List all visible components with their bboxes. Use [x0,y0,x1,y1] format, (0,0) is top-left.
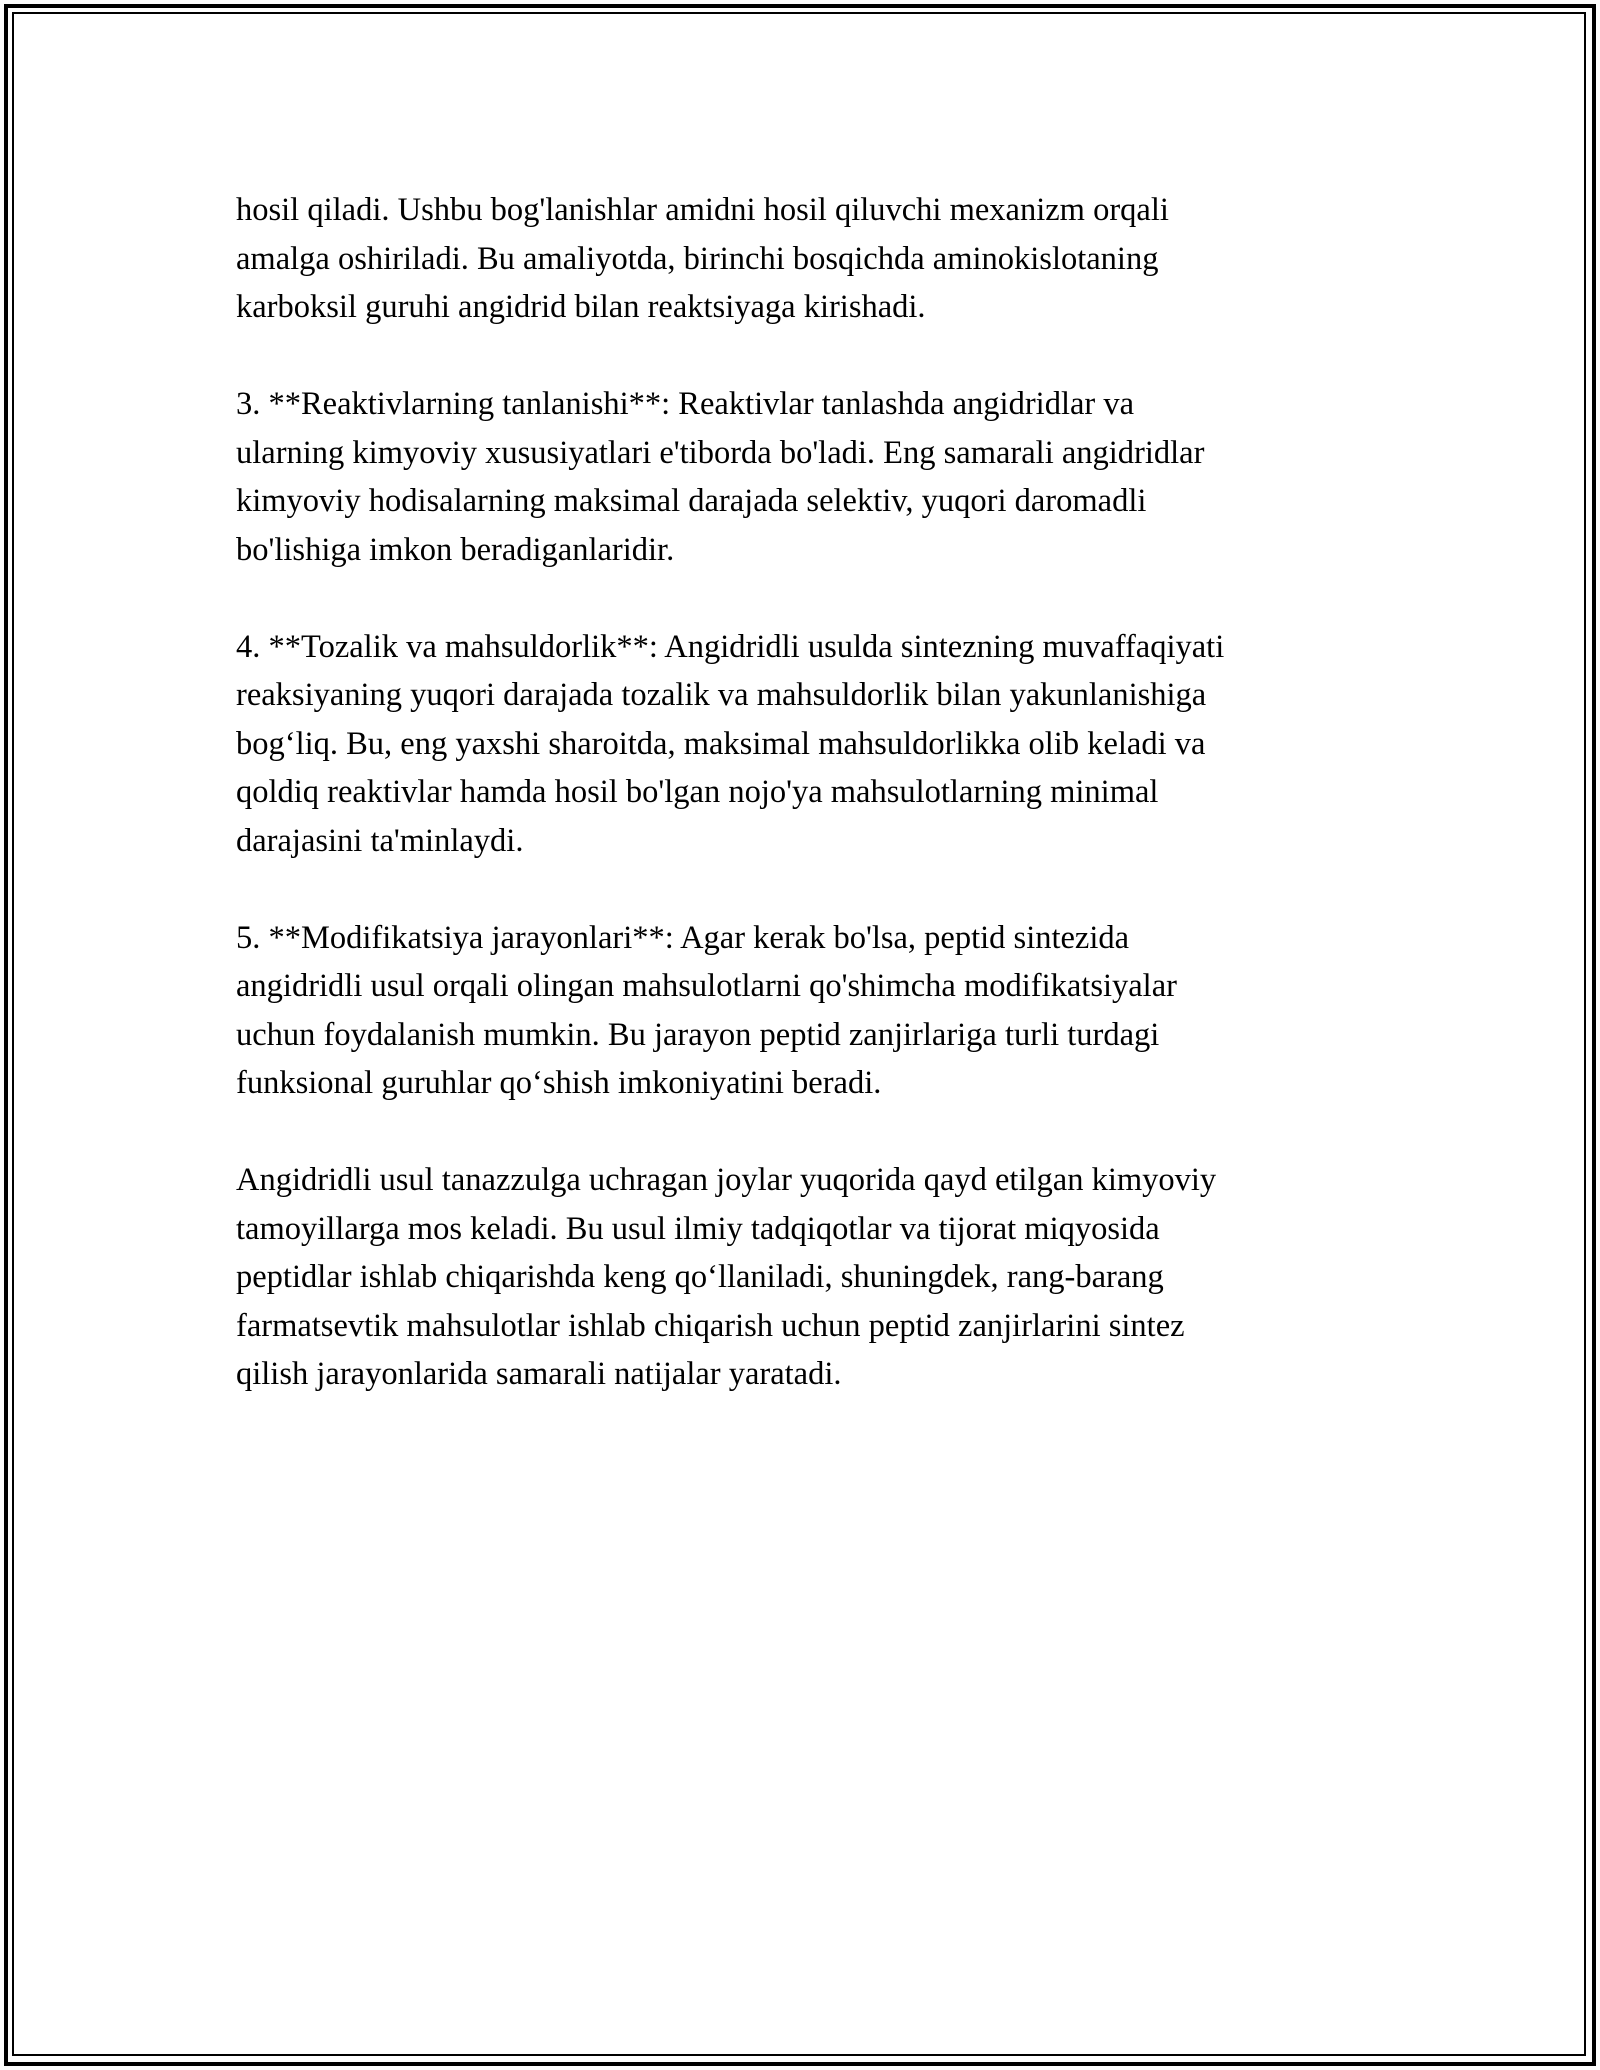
text-line: bo'lishiga imkon beradiganlaridir. [236,531,675,568]
text-line: 3. **Reaktivlarning tanlanishi**: Reaktivlar tanlashda angidridlar va [236,386,1135,422]
text-line: qoldiq reaktivlar hamda hosil bo'lgan nojo'ya mahsulotlarning minimal [236,774,1159,810]
text-line: farmatsevtik mahsulotlar ishlab chiqarish uchun peptid zanjirlarini sintez [236,1307,1185,1344]
paragraph-item-5 [236,914,1366,1108]
text-line: reaksiyaning yuqori darajada tozalik va mahsuldorlik bilan yakunlanishiga [236,677,1207,713]
document-body [236,186,1366,1447]
text-line: funksional guruhlar qo‘shish imkoniyatini beradi. [236,1065,882,1101]
text-line: karboksil guruhi angidrid bilan reaktsiyaga kirishadi. [236,289,926,325]
text-line: 4. **Tozalik va mahsuldorlik**: Angidridli usulda sintezning muvaffaqiyati [236,628,1225,665]
paragraph-item-3 [236,380,1366,574]
paragraph-conclusion [236,1156,1366,1399]
text-line: hosil qiladi. Ushbu bog'lanishlar amidni hosil qiluvchi mexanizm orqali [236,192,1169,228]
text-line: uchun foydalanish mumkin. Bu jarayon peptid zanjirlariga turli turdagi [236,1016,1160,1053]
text-line: darajasini ta'minlaydi. [236,822,524,859]
paragraph-continuation [236,186,1366,332]
text-line: ularning kimyoviy xususiyatlari e'tiborda bo'ladi. Eng samarali angidridlar [236,434,1205,471]
text-line: kimyoviy hodisalarning maksimal darajada selektiv, yuqori daromadli [236,483,1147,519]
text-line: tamoyillarga mos keladi. Bu usul ilmiy tadqiqotlar va tijorat miqyosida [236,1210,1160,1247]
text-line: 5. **Modifikatsiya jarayonlari**: Agar kerak bo'lsa, peptid sintezida [236,919,1130,956]
text-line: angidridli usul orqali olingan mahsulotlarni qo'shimcha modifikatsiyalar [236,968,1177,1004]
text-line: bog‘liq. Bu, eng yaxshi sharoitda, maksimal mahsuldorlikka olib keladi va [236,725,1206,762]
paragraph-item-4 [236,623,1366,866]
text-line: Angidridli usul tanazzulga uchragan joylar yuqorida qayd etilgan kimyoviy [236,1162,1217,1198]
text-line: qilish jarayonlarida samarali natijalar yaratadi. [236,1356,842,1392]
text-line: amalga oshiriladi. Bu amaliyotda, birinchi bosqichda aminokislotaning [236,240,1159,277]
text-line: peptidlar ishlab chiqarishda keng qo‘llaniladi, shuningdek, rang-barang [236,1259,1164,1295]
